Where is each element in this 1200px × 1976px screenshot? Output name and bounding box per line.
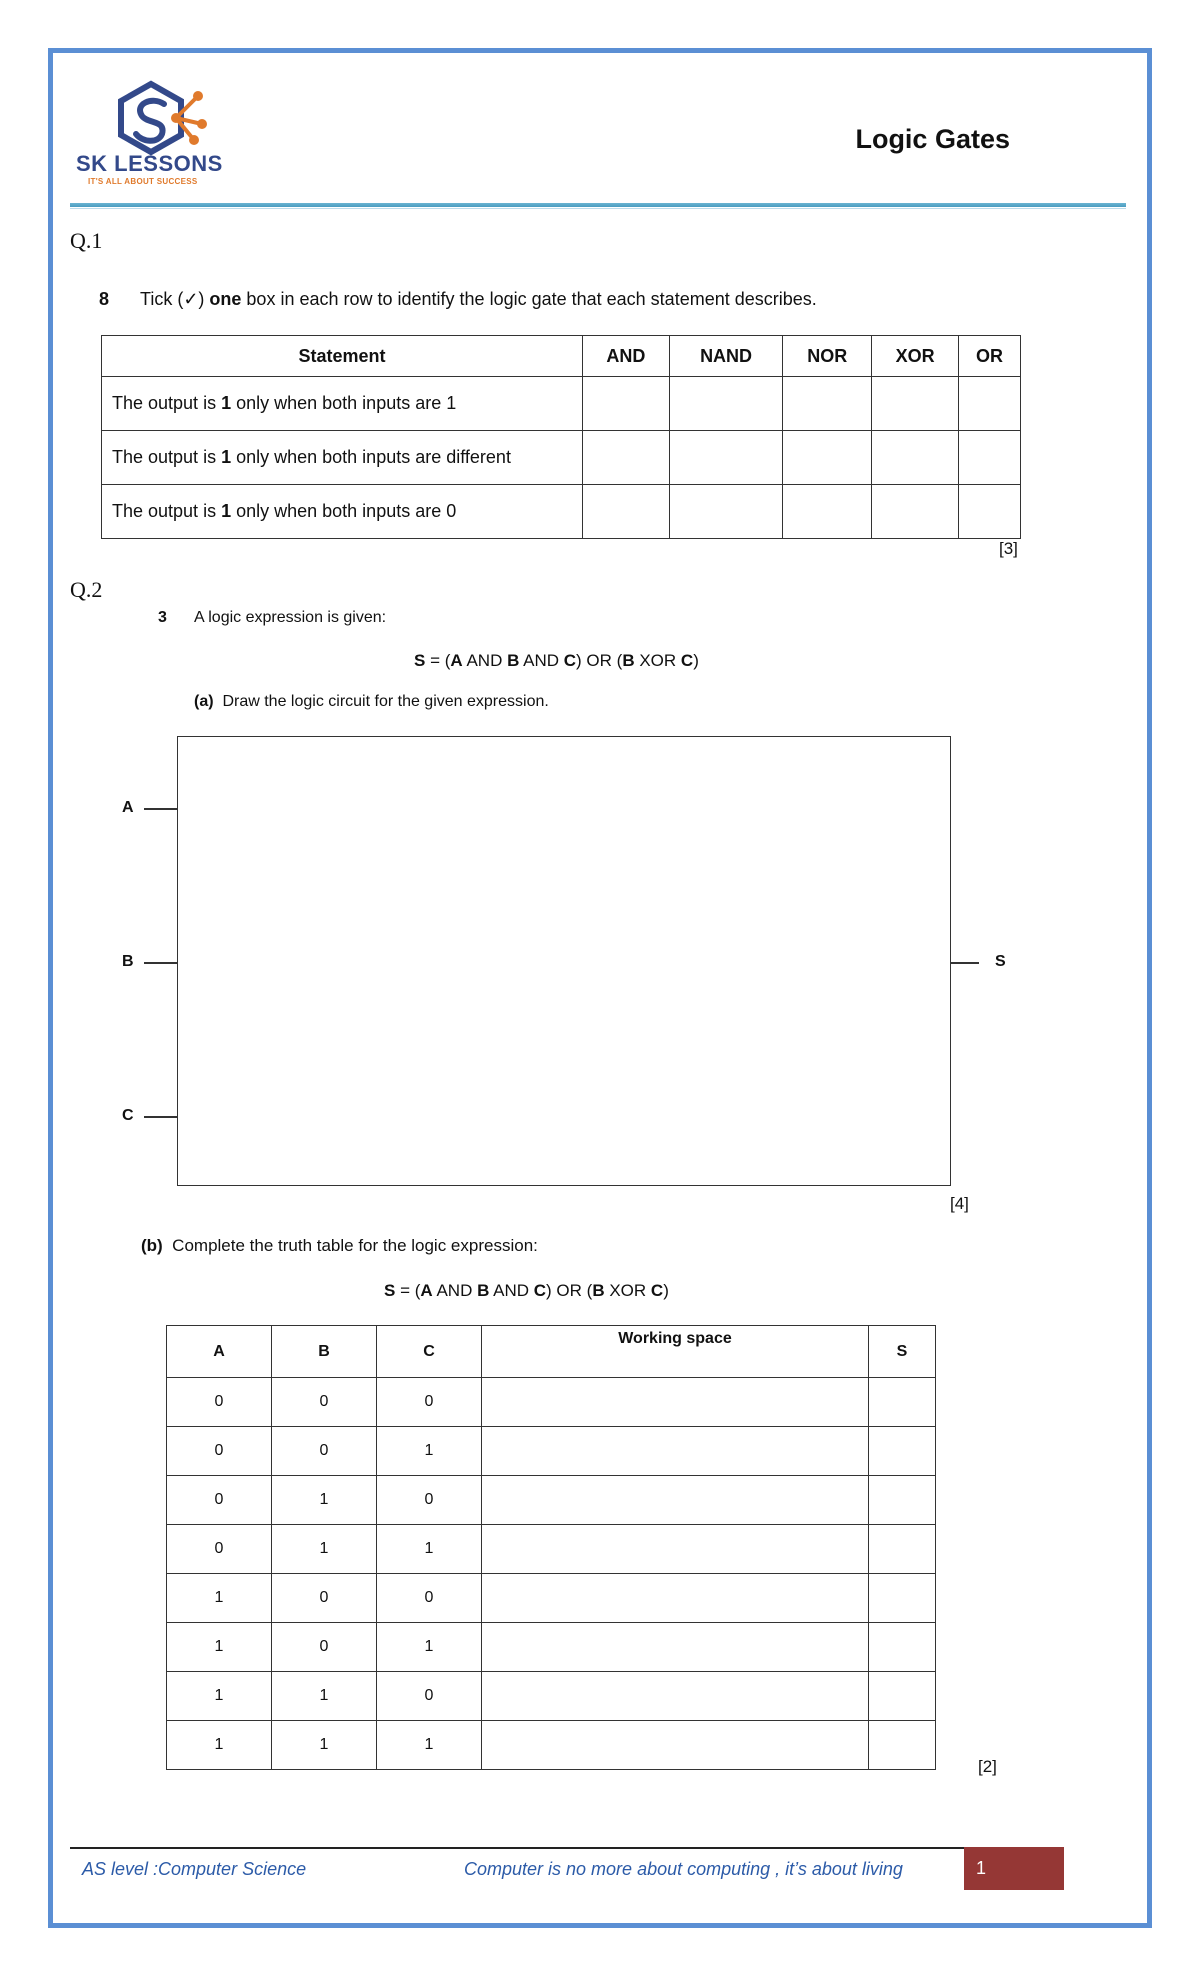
footer-motto: Computer is no more about computing , it’s about living (464, 1859, 903, 1879)
part-a-label: (a) (194, 693, 214, 710)
question-2-number: 3 (158, 609, 167, 626)
cell-a: 1 (167, 1721, 272, 1770)
table-row (102, 485, 1021, 539)
document-title: Logic Gates (855, 124, 1010, 154)
expr-or: ) OR ( (546, 1281, 593, 1300)
cell-b: 1 (272, 1721, 377, 1770)
table-row (167, 1574, 936, 1623)
expr-b: B (477, 1281, 490, 1300)
working-cell[interactable] (482, 1672, 869, 1721)
header-xor: XOR (872, 336, 959, 377)
tick-box-nor[interactable] (783, 377, 872, 431)
output-cell[interactable] (869, 1623, 936, 1672)
question-1-instruction (140, 289, 817, 310)
cell-c: 1 (377, 1427, 482, 1476)
header-working-space: Working space (482, 1326, 869, 1378)
tick-box-nor[interactable] (783, 485, 872, 539)
header-a: A (167, 1326, 272, 1378)
instruction-bold: one (209, 289, 242, 309)
cell-a: 0 (167, 1427, 272, 1476)
header-nor: NOR (783, 336, 872, 377)
part-a-text: Draw the logic circuit for the given expression. (222, 693, 549, 710)
header-or: OR (959, 336, 1021, 377)
working-cell[interactable] (482, 1574, 869, 1623)
cell-c: 0 (377, 1574, 482, 1623)
expr-c: C (563, 651, 577, 670)
header-divider-shadow (70, 208, 1126, 209)
expr-eq: = ( (395, 1281, 421, 1300)
working-cell[interactable] (482, 1378, 869, 1427)
part-a (194, 693, 549, 711)
cell-c: 1 (377, 1721, 482, 1770)
cell-a: 0 (167, 1378, 272, 1427)
cell-b: 1 (272, 1672, 377, 1721)
statement-bold: 1 (221, 393, 232, 413)
expr-xor: XOR (634, 651, 681, 670)
part-b (141, 1236, 538, 1256)
expr-end: ) (693, 651, 699, 670)
cell-a: 0 (167, 1476, 272, 1525)
table-row (167, 1427, 936, 1476)
input-b-label: B (122, 953, 134, 970)
header-s: S (869, 1326, 936, 1378)
tick-box-nand[interactable] (669, 431, 783, 485)
output-cell[interactable] (869, 1672, 936, 1721)
expr-eq: = ( (425, 651, 451, 670)
cell-c: 0 (377, 1476, 482, 1525)
question-2-label: Q.2 (70, 577, 103, 602)
statement-text: only when both inputs are 1 (231, 393, 457, 413)
tick-box-and[interactable] (583, 485, 670, 539)
output-s-label: S (995, 953, 1006, 970)
header-b: B (272, 1326, 377, 1378)
working-cell[interactable] (482, 1623, 869, 1672)
input-a-line (144, 808, 177, 810)
table-row (167, 1525, 936, 1574)
working-cell[interactable] (482, 1427, 869, 1476)
statement-cell (102, 485, 583, 539)
logic-gate-table (101, 335, 1021, 539)
output-cell[interactable] (869, 1476, 936, 1525)
working-cell[interactable] (482, 1721, 869, 1770)
expr-or: ) OR ( (576, 651, 623, 670)
input-c-label: C (122, 1107, 134, 1124)
tick-box-and[interactable] (583, 431, 670, 485)
header-and: AND (583, 336, 670, 377)
tick-box-nor[interactable] (783, 431, 872, 485)
question-2-intro: A logic expression is given: (194, 609, 387, 626)
cell-c: 0 (377, 1672, 482, 1721)
cell-b: 0 (272, 1623, 377, 1672)
tick-box-and[interactable] (583, 377, 670, 431)
cell-b: 0 (272, 1574, 377, 1623)
table-row (167, 1378, 936, 1427)
expr-b: B (592, 1281, 605, 1300)
logo-tagline: IT'S ALL ABOUT SUCCESS (88, 177, 198, 186)
statement-text: The output is (112, 393, 222, 413)
part-b-marks: [2] (978, 1757, 997, 1776)
output-cell[interactable] (869, 1721, 936, 1770)
table-row (167, 1672, 936, 1721)
part-b-text: Complete the truth table for the logic expression: (172, 1236, 538, 1255)
truth-table (166, 1325, 936, 1770)
table-row (167, 1721, 936, 1770)
table-row (167, 1623, 936, 1672)
cell-a: 1 (167, 1623, 272, 1672)
expr-and: AND (462, 651, 508, 670)
part-a-marks: [4] (950, 1194, 969, 1213)
cell-a: 1 (167, 1672, 272, 1721)
truth-table-header (167, 1326, 936, 1378)
tick-box-or[interactable] (959, 377, 1021, 431)
instruction-pre: Tick (✓) (140, 289, 210, 309)
input-b-line (144, 962, 177, 964)
tick-box-nand[interactable] (669, 485, 783, 539)
cell-a: 0 (167, 1525, 272, 1574)
expr-and: AND (432, 1281, 478, 1300)
table-row (167, 1476, 936, 1525)
header-divider (70, 203, 1126, 207)
output-s-line (951, 962, 979, 964)
q1-marks: [3] (999, 539, 1018, 558)
expr-and: AND (519, 651, 564, 670)
statement-text: only when both inputs are 0 (231, 501, 457, 521)
expr-end: ) (663, 1281, 669, 1300)
working-cell[interactable] (482, 1525, 869, 1574)
tick-box-or[interactable] (959, 431, 1021, 485)
expr-c: C (680, 651, 694, 670)
working-cell[interactable] (482, 1476, 869, 1525)
statement-bold: 1 (221, 447, 232, 467)
tick-box-or[interactable] (959, 485, 1021, 539)
expr-s: S (384, 1281, 396, 1300)
statement-cell (102, 377, 583, 431)
expr-a: A (450, 651, 463, 670)
footer-divider (70, 1847, 964, 1849)
header-c: C (377, 1326, 482, 1378)
question-1-number: 8 (99, 289, 110, 309)
statement-text: only when both inputs are different (231, 447, 511, 467)
tick-box-xor[interactable] (872, 377, 959, 431)
logic-expression-repeat (384, 1281, 669, 1301)
expr-b: B (507, 651, 520, 670)
tick-box-xor[interactable] (872, 431, 959, 485)
expr-a: A (420, 1281, 433, 1300)
expr-c: C (650, 1281, 664, 1300)
cell-c: 0 (377, 1378, 482, 1427)
input-c-line (144, 1116, 177, 1118)
header-statement: Statement (102, 336, 583, 377)
header-nand: NAND (669, 336, 783, 377)
page-number-badge: 1 (964, 1847, 1064, 1890)
cell-b: 0 (272, 1378, 377, 1427)
expr-s: S (414, 651, 426, 670)
logo-text: SK LESSONS (76, 151, 223, 176)
statement-text: The output is (112, 501, 222, 521)
table-header-row (102, 336, 1021, 377)
circuit-drawing-area[interactable] (177, 736, 951, 1186)
expr-and: AND (489, 1281, 534, 1300)
table-row (102, 377, 1021, 431)
question-1-label: Q.1 (70, 228, 103, 253)
part-b-label: (b) (141, 1236, 163, 1255)
cell-b: 1 (272, 1525, 377, 1574)
output-cell[interactable] (869, 1525, 936, 1574)
input-a-label: A (122, 799, 134, 816)
cell-b: 1 (272, 1476, 377, 1525)
expr-c: C (533, 1281, 547, 1300)
cell-c: 1 (377, 1623, 482, 1672)
cell-a: 1 (167, 1574, 272, 1623)
footer-course: AS level :Computer Science (82, 1859, 307, 1879)
output-cell[interactable] (869, 1427, 936, 1476)
statement-cell (102, 431, 583, 485)
statement-text: The output is (112, 447, 222, 467)
statement-bold: 1 (221, 501, 232, 521)
instruction-post: box in each row to identify the logic gate that each statement describes. (241, 289, 817, 309)
output-cell[interactable] (869, 1378, 936, 1427)
output-cell[interactable] (869, 1574, 936, 1623)
expr-b: B (622, 651, 635, 670)
expr-xor: XOR (604, 1281, 651, 1300)
cell-c: 1 (377, 1525, 482, 1574)
logic-expression (414, 651, 699, 671)
table-row (102, 431, 1021, 485)
tick-box-xor[interactable] (872, 485, 959, 539)
cell-b: 0 (272, 1427, 377, 1476)
tick-box-nand[interactable] (669, 377, 783, 431)
